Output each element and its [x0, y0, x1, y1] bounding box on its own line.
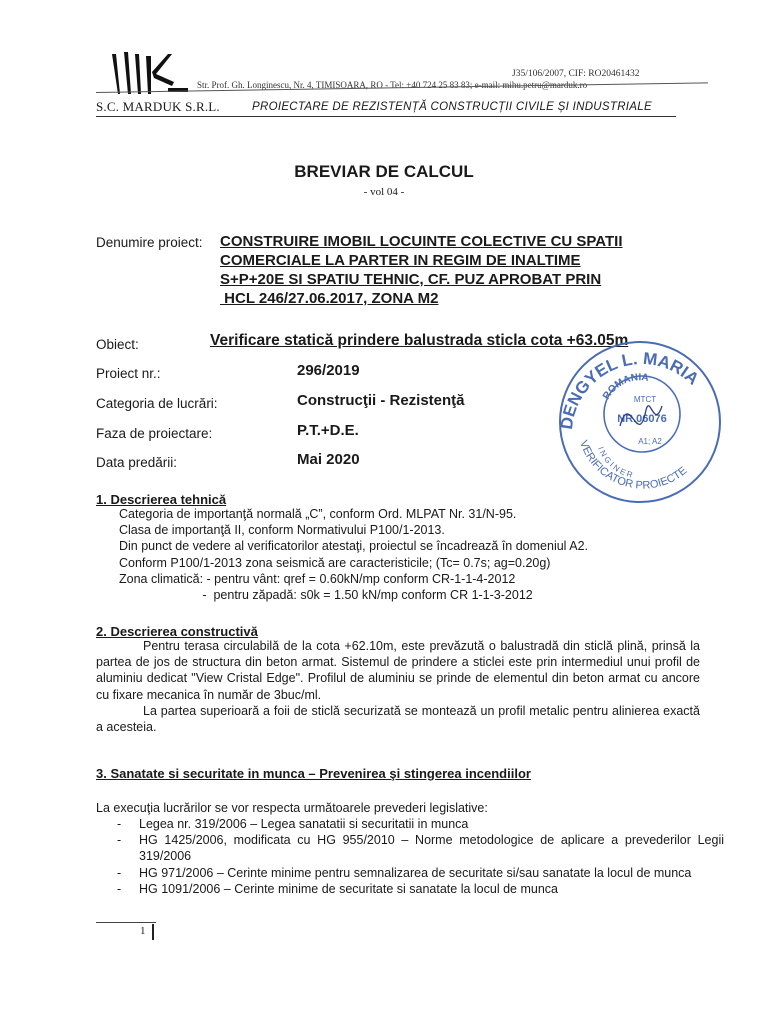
company-registration: J35/106/2007, CIF: RO20461432 [512, 69, 640, 79]
object-label: Obiect: [96, 337, 139, 352]
project-name-line: S+P+20E SI SPATIU TEHNIC, CF. PUZ APROBAT PRIN [220, 271, 602, 288]
project-name-line: CONSTRUIRE IMOBIL LOCUINTE COLECTIVE CU SPATII [220, 233, 623, 250]
project-name-line: COMERCIALE LA PARTER IN REGIM DE INALTIME [220, 252, 581, 269]
text-line: - pentru zăpadă: s0k = 1.50 kN/mp conform CR 1-1-3-2012 [119, 588, 533, 603]
header-rule [96, 116, 676, 117]
company-address: Str. Prof. Gh. Longinescu, Nr. 4, TIMISOARA, RO - Tel: +40 724 25 83 83; e-mail: mihu.petru@marduk.ro [197, 80, 588, 90]
stamp-name: DENGYEL L. MARIA [556, 348, 703, 431]
stamp-country: ROMANIA [601, 372, 650, 402]
category-value: Construcţii - Rezistenţă [297, 392, 465, 409]
project-name [220, 232, 720, 308]
text-line: Clasa de importanţă II, conform Normativului P100/1-2013. [119, 523, 445, 538]
list-item: - Legea nr. 319/2006 – Legea sanatatii si securitatii in munca [117, 816, 724, 832]
paragraph: Pentru terasa circulabilă de la cota +62.10m, este prevăzută o balustradă din sticlă plină, prinsă la partea de jos de structura din beton armat. Sistemul de prindere a sticlei este prin intermediul unui profil de aluminiu dedicat "View Cristal Edge". Profilul de aluminiu se prinde de elementul din beton armat cu ancore cu fixare mecanica în număr de 3buc/ml. [96, 639, 700, 702]
stamp-number: NR.06076 [617, 413, 667, 425]
section-heading: 3. Sanatate si securitate in munca – Prevenirea şi stingerea incendiilor [96, 766, 531, 781]
section-heading: 2. Descrierea constructivă [96, 624, 258, 639]
text-line: Din punct de vedere al verificatorilor atestaţi, proiectul se încadrează în domeniul A2. [119, 539, 589, 554]
project-name-line: HCL 246/27.06.2017, ZONA M2 [220, 290, 439, 307]
delivery-date-label: Data predării: [96, 455, 178, 470]
text-line: Conform P100/1-2013 zona seismică are caracteristicile; (Tc= 0.7s; ag=0.20g) [119, 555, 551, 570]
stamp-ministry: MTCT [633, 395, 657, 404]
stamp-domains: A1; A2 [638, 437, 662, 446]
text-line: Zona climatică: - pentru vânt: qref = 0.60kN/mp conform CR-1-1-4-2012 [119, 571, 516, 586]
project-number-value: 296/2019 [297, 362, 360, 379]
section-heading: 1. Descrierea tehnică [96, 492, 227, 507]
text-line: Categoria de importanţă normală „C”, conform Ord. MLPAT Nr. 31/N-95. [119, 507, 517, 521]
verifier-stamp-icon [550, 330, 730, 510]
project-name-label: Denumire proiect: [96, 235, 203, 250]
list-item: - HG 971/2006 – Cerinte minime pentru semnalizarea de securitate si/sau sanatate la locul de munca [117, 865, 724, 881]
phase-value: P.T.+D.E. [297, 422, 359, 439]
delivery-date-value: Mai 2020 [297, 451, 360, 468]
footer-bar [152, 924, 154, 940]
list-item: - HG 1091/2006 – Cerinte minime de securitate si sanatate la locul de munca [117, 881, 724, 897]
svg-text:VERIFICATOR PROIECTE [577, 439, 689, 492]
stamp-role: VERIFICATOR PROIECTE [577, 438, 690, 492]
phase-label: Faza de proiectare: [96, 426, 213, 441]
document-volume: - vol 04 - [363, 186, 405, 198]
footer-rule [96, 922, 156, 923]
category-label: Categoria de lucrări: [96, 396, 218, 411]
project-number-label: Proiect nr.: [96, 366, 161, 381]
company-tagline: PROIECTARE DE REZISTENȚĂ CONSTRUCȚII CIVILE ȘI INDUSTRIALE [252, 101, 652, 113]
document-title: BREVIAR DE CALCUL [294, 162, 474, 181]
company-name: S.C. MARDUK S.R.L. [96, 99, 220, 114]
list-item: - HG 1425/2006, modificata cu HG 955/2010 – Norme metodologice de aplicare a prevederilor Legii 319/2006 [117, 832, 724, 864]
section-intro: La execuţia lucrărilor se vor respecta următoarele prevederi legislative: [96, 801, 488, 815]
legislation-list [117, 816, 724, 897]
stamp-engineer: I N G I N E R [596, 445, 634, 480]
page-number: 1 [140, 925, 146, 937]
section-technical-description [119, 506, 588, 603]
section-constructive-description [96, 638, 700, 735]
object-value: Verificare statică prindere balustrada sticla cota +63.05m [210, 332, 629, 349]
paragraph: La partea superioară a foii de sticlă securizată se montează un profil metalic pentru alinierea exactă a acesteia. [96, 703, 700, 735]
